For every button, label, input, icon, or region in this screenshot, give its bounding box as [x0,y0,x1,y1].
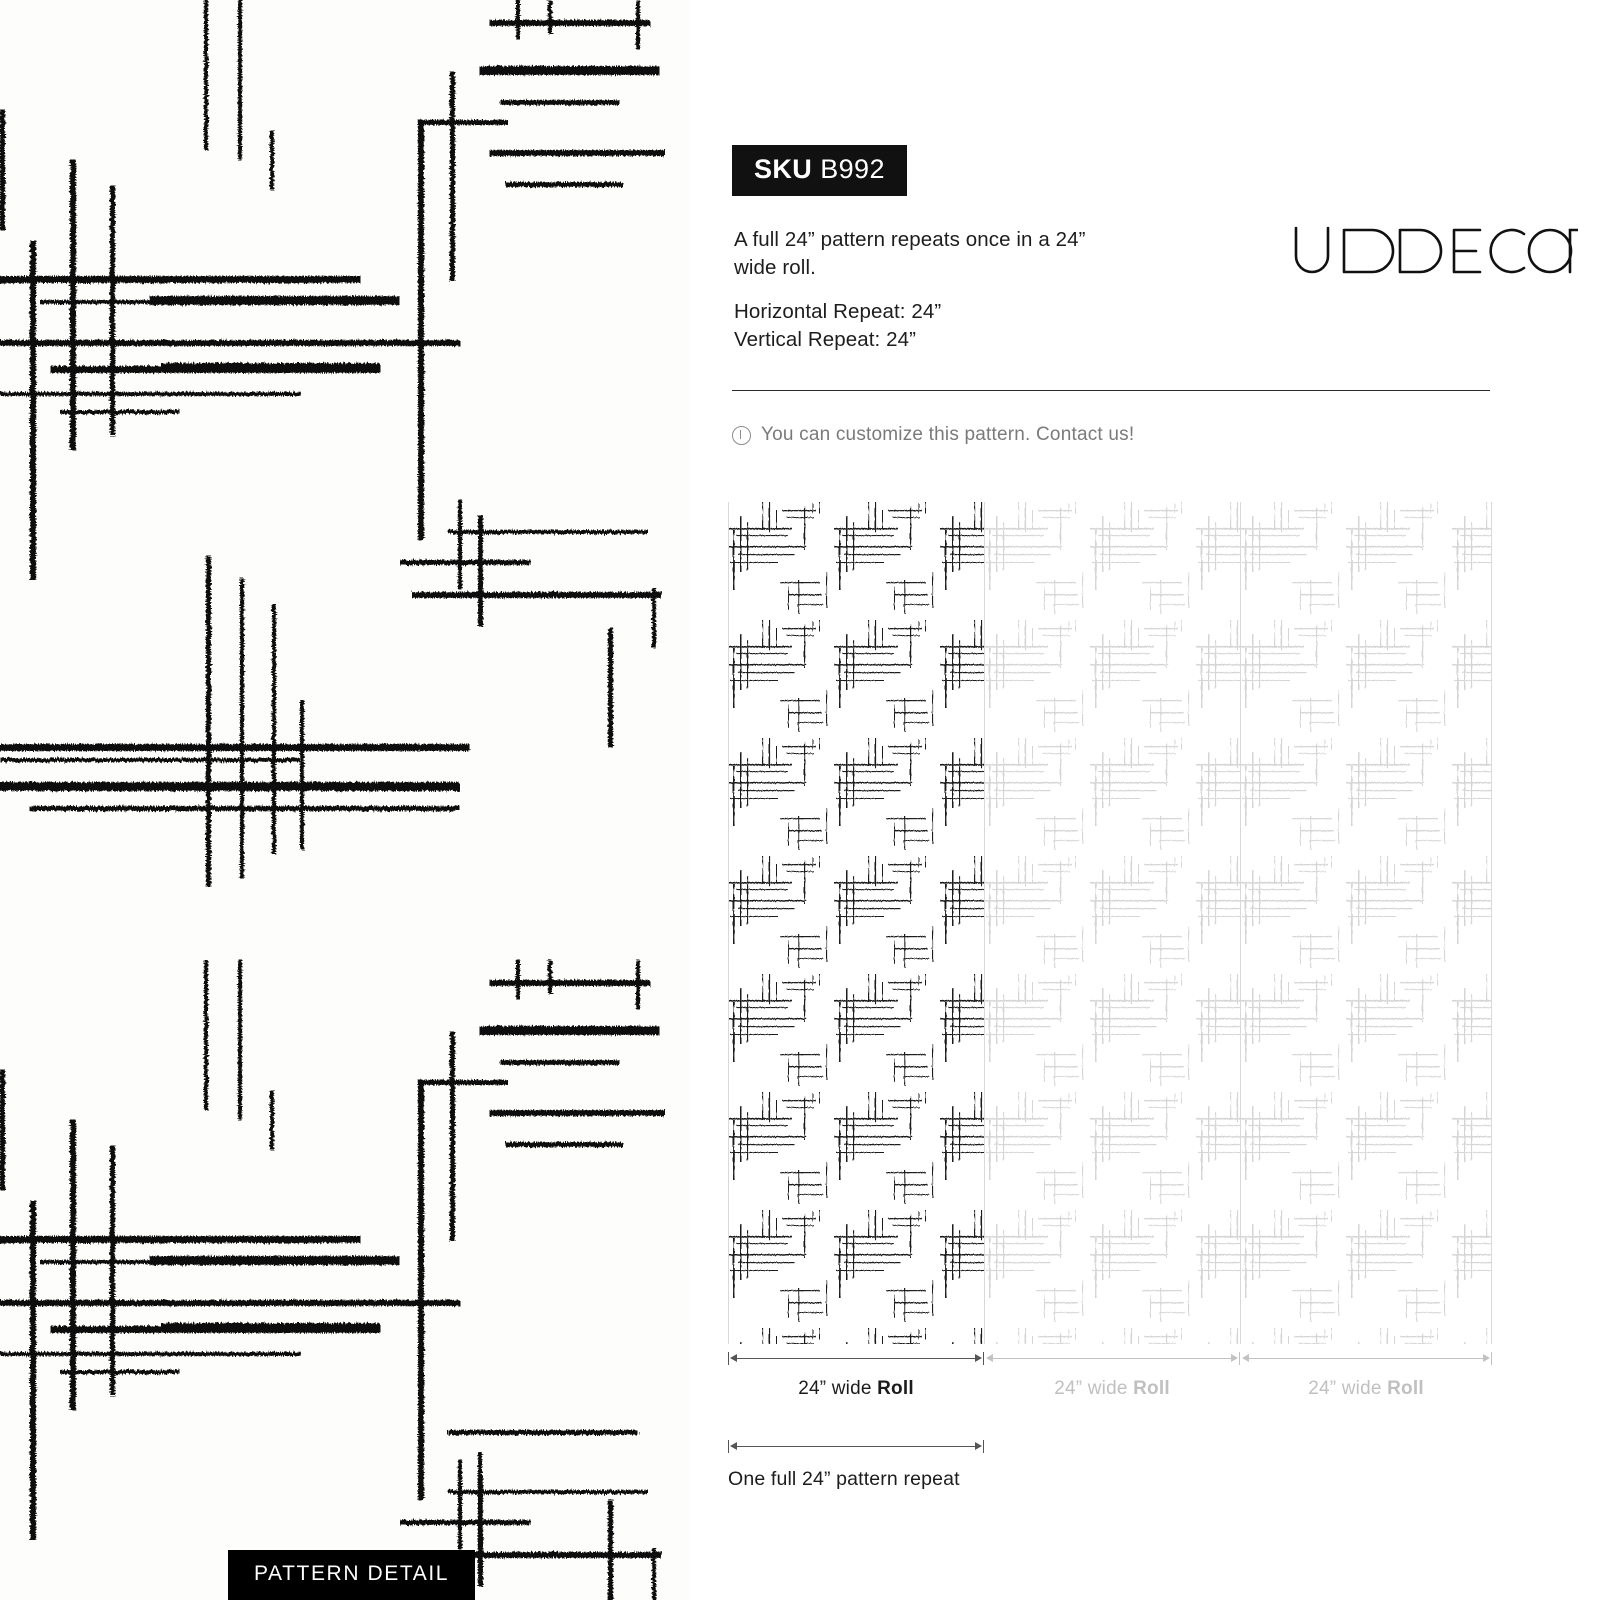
roll-caption-1-strong: Roll [877,1378,914,1399]
roll-caption-2 [984,1378,1240,1400]
roll-caption-3-prefix: 24” wide [1308,1378,1388,1399]
roll-seam-left [728,502,729,1344]
roll-caption-3-strong: Roll [1387,1378,1424,1399]
roll-dimension-bar [728,1352,1492,1366]
section-divider [732,390,1490,391]
roll-seam-1 [984,502,985,1344]
roll-caption-1 [728,1378,984,1400]
info-panel [690,0,1600,1600]
info-circle-icon [732,426,751,445]
horizontal-repeat: Horizontal Repeat: 24” [734,300,942,323]
roll-panel-1 [728,502,984,1344]
roll-artwork-2 [984,502,1240,1344]
vertical-repeat: Vertical Repeat: 24” [734,328,917,351]
roll-caption-2-strong: Roll [1133,1378,1170,1399]
ondecor-logo [1288,222,1578,280]
roll-panel-2 [984,502,1240,1344]
customize-note [732,424,1134,446]
roll-preview [728,502,1492,1344]
pattern-detail-panel [0,0,690,1600]
repeat-caption: One full 24” pattern repeat [728,1468,960,1490]
roll-artwork-1 [728,502,984,1344]
sku-badge [732,145,907,196]
pattern-detail-artwork [0,0,690,1600]
roll-seam-2 [1240,502,1241,1344]
repeat-specs [734,298,1154,354]
repeat-description: A full 24” pattern repeats once in a 24” wide roll. [734,228,1086,279]
roll-seam-right [1491,502,1492,1344]
roll-panel-3 [1240,502,1492,1344]
repeat-dimension-bar [728,1440,984,1454]
roll-caption-1-prefix: 24” wide [798,1378,878,1399]
roll-caption-3 [1240,1378,1492,1400]
roll-artwork-3 [1240,502,1492,1344]
sku-value: B992 [820,154,885,184]
roll-caption-2-prefix: 24” wide [1054,1378,1134,1399]
pattern-detail-badge: PATTERN DETAIL [228,1550,475,1600]
customize-note-text: You can customize this pattern. Contact us! [761,424,1135,445]
sku-label: SKU [754,154,813,184]
